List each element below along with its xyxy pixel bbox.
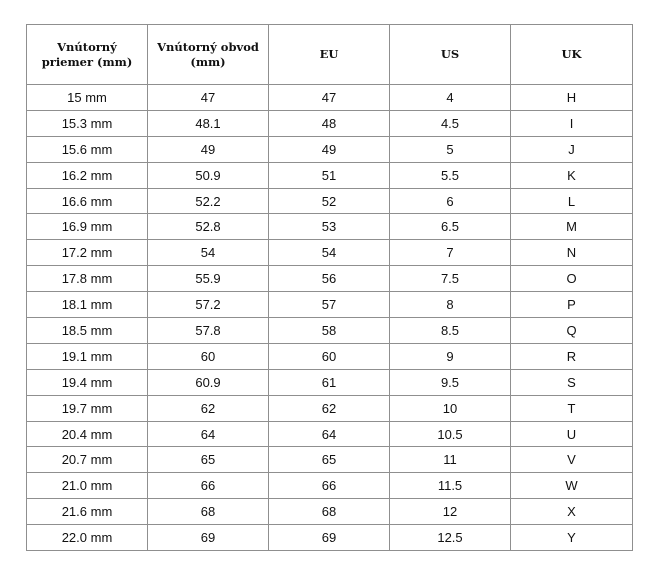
table-row — [27, 499, 633, 525]
table-row — [27, 421, 633, 447]
cell-inner-circumference: 48.1 — [148, 110, 269, 136]
cell-uk: T — [511, 395, 633, 421]
cell-us: 7 — [390, 240, 511, 266]
cell-us: 12.5 — [390, 525, 511, 551]
ring-size-table — [26, 24, 633, 551]
cell-inner-diameter: 21.6 mm — [27, 499, 148, 525]
header-row — [27, 25, 633, 85]
cell-us: 10.5 — [390, 421, 511, 447]
cell-inner-circumference: 68 — [148, 499, 269, 525]
cell-inner-diameter: 21.0 mm — [27, 473, 148, 499]
cell-eu: 49 — [269, 136, 390, 162]
cell-us: 5.5 — [390, 162, 511, 188]
table-row — [27, 525, 633, 551]
table-row — [27, 110, 633, 136]
cell-uk: Y — [511, 525, 633, 551]
cell-us: 5 — [390, 136, 511, 162]
cell-eu: 65 — [269, 447, 390, 473]
cell-uk: W — [511, 473, 633, 499]
cell-inner-circumference: 60 — [148, 343, 269, 369]
table-row — [27, 318, 633, 344]
cell-inner-diameter: 15 mm — [27, 85, 148, 111]
header-inner-diameter: Vnútorný priemer (mm) — [27, 25, 148, 85]
header-inner-circumference: Vnútorný obvod (mm) — [148, 25, 269, 85]
table-row — [27, 162, 633, 188]
table-row — [27, 188, 633, 214]
cell-us: 4.5 — [390, 110, 511, 136]
cell-uk: H — [511, 85, 633, 111]
table-row — [27, 266, 633, 292]
cell-eu: 64 — [269, 421, 390, 447]
header-eu: EU — [269, 25, 390, 85]
cell-us: 8.5 — [390, 318, 511, 344]
cell-inner-circumference: 60.9 — [148, 369, 269, 395]
cell-inner-diameter: 17.2 mm — [27, 240, 148, 266]
cell-us: 8 — [390, 292, 511, 318]
cell-uk: I — [511, 110, 633, 136]
cell-eu: 53 — [269, 214, 390, 240]
cell-eu: 48 — [269, 110, 390, 136]
cell-inner-circumference: 62 — [148, 395, 269, 421]
cell-uk: R — [511, 343, 633, 369]
cell-inner-circumference: 55.9 — [148, 266, 269, 292]
cell-us: 12 — [390, 499, 511, 525]
cell-uk: P — [511, 292, 633, 318]
cell-eu: 52 — [269, 188, 390, 214]
cell-uk: J — [511, 136, 633, 162]
cell-eu: 56 — [269, 266, 390, 292]
cell-eu: 51 — [269, 162, 390, 188]
cell-inner-diameter: 15.3 mm — [27, 110, 148, 136]
cell-inner-diameter: 18.1 mm — [27, 292, 148, 318]
table-row — [27, 214, 633, 240]
cell-inner-diameter: 16.6 mm — [27, 188, 148, 214]
cell-uk: M — [511, 214, 633, 240]
cell-inner-diameter: 20.7 mm — [27, 447, 148, 473]
cell-us: 11.5 — [390, 473, 511, 499]
cell-uk: Q — [511, 318, 633, 344]
cell-inner-diameter: 17.8 mm — [27, 266, 148, 292]
cell-inner-circumference: 57.2 — [148, 292, 269, 318]
cell-us: 10 — [390, 395, 511, 421]
cell-inner-circumference: 69 — [148, 525, 269, 551]
cell-us: 6.5 — [390, 214, 511, 240]
cell-inner-diameter: 19.1 mm — [27, 343, 148, 369]
table-row — [27, 343, 633, 369]
table-header — [27, 25, 633, 85]
cell-uk: O — [511, 266, 633, 292]
cell-eu: 69 — [269, 525, 390, 551]
cell-uk: N — [511, 240, 633, 266]
cell-us: 11 — [390, 447, 511, 473]
cell-uk: V — [511, 447, 633, 473]
cell-eu: 68 — [269, 499, 390, 525]
cell-us: 4 — [390, 85, 511, 111]
cell-eu: 58 — [269, 318, 390, 344]
table-body — [27, 85, 633, 551]
cell-uk: S — [511, 369, 633, 395]
cell-inner-circumference: 65 — [148, 447, 269, 473]
cell-inner-circumference: 66 — [148, 473, 269, 499]
cell-inner-diameter: 16.9 mm — [27, 214, 148, 240]
cell-inner-diameter: 22.0 mm — [27, 525, 148, 551]
cell-us: 6 — [390, 188, 511, 214]
cell-inner-circumference: 52.2 — [148, 188, 269, 214]
cell-eu: 61 — [269, 369, 390, 395]
cell-inner-diameter: 19.4 mm — [27, 369, 148, 395]
cell-inner-circumference: 47 — [148, 85, 269, 111]
table-row — [27, 240, 633, 266]
cell-inner-diameter: 16.2 mm — [27, 162, 148, 188]
header-uk: UK — [511, 25, 633, 85]
cell-inner-diameter: 18.5 mm — [27, 318, 148, 344]
cell-uk: L — [511, 188, 633, 214]
cell-eu: 60 — [269, 343, 390, 369]
table-row — [27, 292, 633, 318]
table-row — [27, 136, 633, 162]
table-row — [27, 395, 633, 421]
cell-uk: X — [511, 499, 633, 525]
cell-us: 9.5 — [390, 369, 511, 395]
cell-eu: 66 — [269, 473, 390, 499]
header-us: US — [390, 25, 511, 85]
cell-inner-circumference: 49 — [148, 136, 269, 162]
cell-uk: U — [511, 421, 633, 447]
cell-uk: K — [511, 162, 633, 188]
table-row — [27, 85, 633, 111]
cell-inner-circumference: 50.9 — [148, 162, 269, 188]
cell-inner-diameter: 19.7 mm — [27, 395, 148, 421]
cell-inner-circumference: 54 — [148, 240, 269, 266]
cell-inner-circumference: 64 — [148, 421, 269, 447]
cell-eu: 47 — [269, 85, 390, 111]
table-row — [27, 473, 633, 499]
table-row — [27, 447, 633, 473]
cell-us: 7.5 — [390, 266, 511, 292]
cell-eu: 54 — [269, 240, 390, 266]
cell-inner-circumference: 57.8 — [148, 318, 269, 344]
table-row — [27, 369, 633, 395]
cell-eu: 57 — [269, 292, 390, 318]
cell-inner-diameter: 20.4 mm — [27, 421, 148, 447]
cell-us: 9 — [390, 343, 511, 369]
cell-eu: 62 — [269, 395, 390, 421]
cell-inner-circumference: 52.8 — [148, 214, 269, 240]
cell-inner-diameter: 15.6 mm — [27, 136, 148, 162]
